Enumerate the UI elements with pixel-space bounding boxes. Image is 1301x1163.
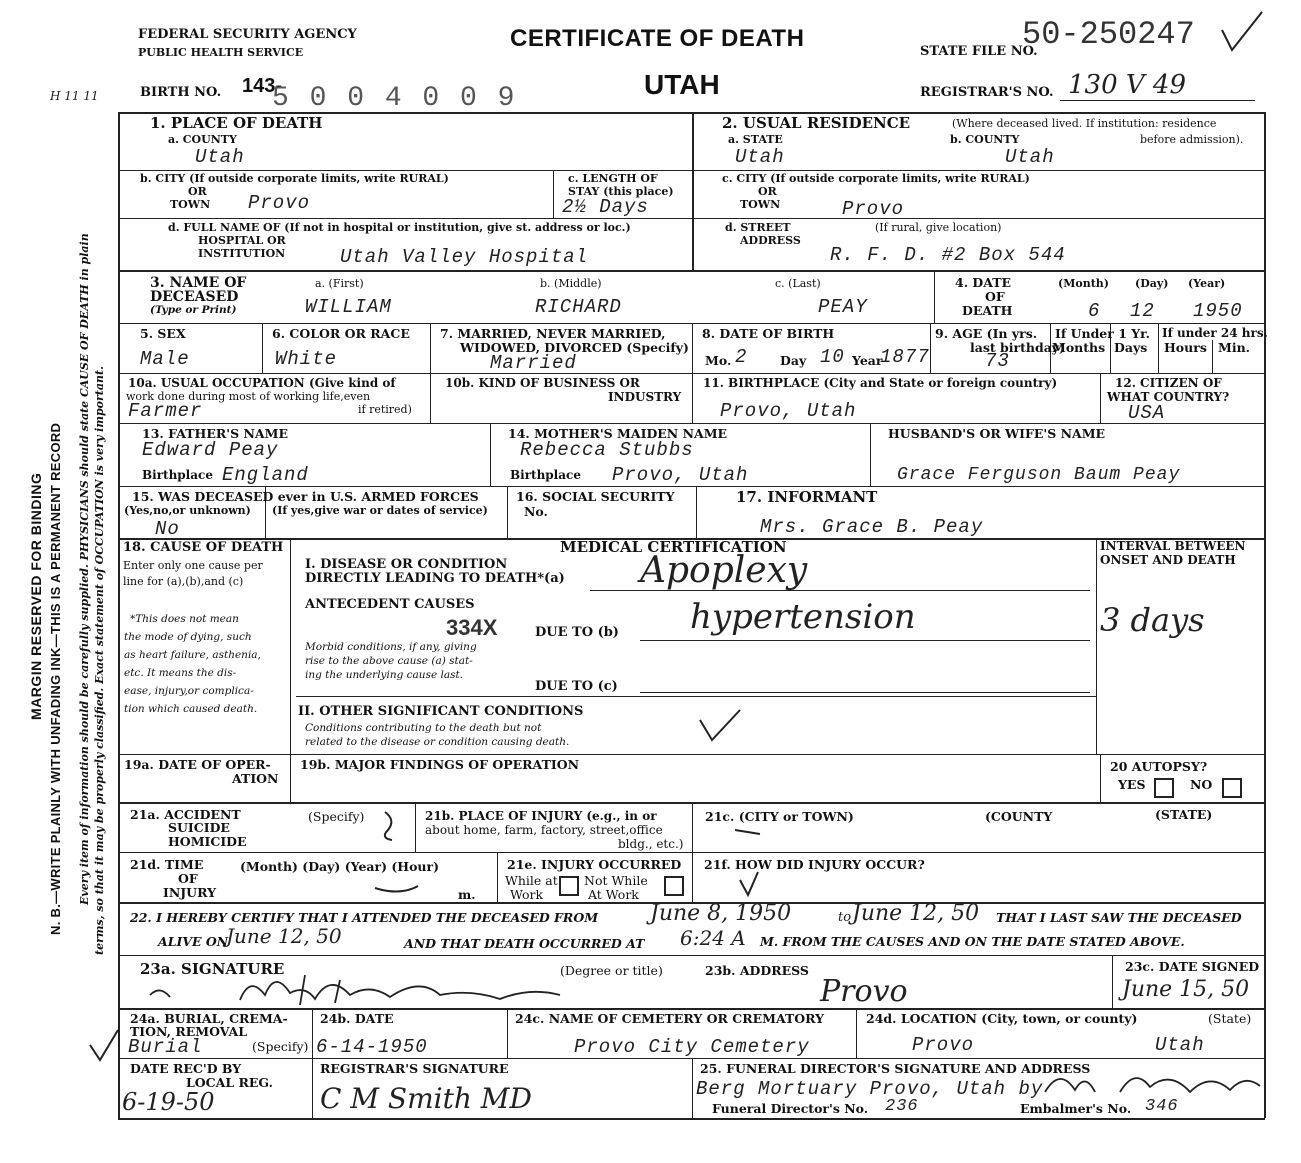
registrar-signature: C M Smith MD (320, 1082, 532, 1115)
funeral-director-label: 25. FUNERAL DIRECTOR'S SIGNATURE AND ADDRESS (700, 1061, 1091, 1076)
registrar-signature-label: REGISTRAR'S SIGNATURE (320, 1061, 509, 1076)
street-value: R. F. D. #2 Box 544 (830, 244, 1066, 266)
injury-time-columns: (Month) (Day) (Year) (Hour) (240, 859, 439, 874)
race-label: 6. COLOR OR RACE (272, 326, 410, 341)
burial-date-value: 6-14-1950 (316, 1036, 428, 1058)
middle-name-value: RICHARD (535, 296, 622, 318)
days-label: Days (1114, 340, 1148, 355)
while-at-work-checkbox[interactable] (559, 876, 579, 896)
stay-label-2: STAY (this place) (568, 185, 674, 198)
spouse-label: HUSBAND'S OR WIFE'S NAME (888, 426, 1106, 441)
certify-from: June 8, 1950 (650, 901, 792, 926)
residence-or-label: OR (758, 185, 777, 198)
under-24hrs-label: If under 24 hrs. (1162, 326, 1268, 340)
morbid-note-1: Morbid conditions, if any, giving (305, 641, 477, 653)
date-of-death-label-3: DEATH (962, 303, 1013, 318)
race-value: White (275, 348, 338, 370)
certify-time: 6:24 A (680, 926, 746, 950)
funeral-director-no-label: Funeral Director's No. (712, 1101, 869, 1116)
death-or-label: OR (188, 185, 207, 198)
mother-birthplace-value: Provo, Utah (612, 464, 749, 486)
other-conditions-label: II. OTHER SIGNIFICANT CONDITIONS (298, 704, 584, 719)
age-value: 73 (985, 350, 1010, 372)
interval-label-2: ONSET AND DEATH (1100, 553, 1236, 567)
state-file-label: STATE FILE NO. (920, 44, 1038, 59)
street-label-1: d. STREET (725, 221, 791, 234)
funeral-director-signature (1040, 1062, 1265, 1102)
registrar-no-label: REGISTRAR'S NO. (920, 85, 1054, 100)
while-at-label: While at (505, 873, 558, 888)
burial-specify: (Specify) (252, 1039, 309, 1054)
death-city-value: Provo (248, 192, 311, 214)
citizen-label-2: WHAT COUNTRY? (1107, 390, 1230, 404)
state-name: UTAH (644, 69, 720, 100)
cause-instruction-1: Enter only one cause per (123, 559, 263, 572)
residence-heading: 2. USUAL RESIDENCE (722, 114, 911, 132)
location-state-label: (State) (1208, 1011, 1252, 1026)
hospital-label-3: INSTITUTION (198, 247, 286, 260)
armed-forces-value: No (155, 518, 180, 540)
under-1yr-label: If Under 1 Yr. (1055, 326, 1150, 341)
autopsy-yes-label: YES (1118, 777, 1146, 792)
hospital-label-2: HOSPITAL OR (198, 234, 286, 247)
interval-label-1: INTERVAL BETWEEN (1100, 539, 1246, 553)
autopsy-no-checkbox[interactable] (1222, 778, 1242, 798)
date-of-death-label-2: OF (985, 289, 1005, 304)
date-of-death-label-1: 4. DATE (955, 275, 1012, 290)
autopsy-yes-checkbox[interactable] (1154, 778, 1174, 798)
mother-birthplace-label: Birthplace (510, 468, 581, 482)
middle-name-label: b. (Middle) (540, 277, 602, 290)
mother-value: Rebecca Stubbs (520, 439, 694, 461)
address-value: Provo (820, 974, 908, 1009)
death-county-label: a. COUNTY (168, 133, 237, 146)
death-day-value: 12 (1130, 300, 1155, 322)
stay-label-1: c. LENGTH OF (568, 172, 658, 185)
residence-note2: before admission). (1140, 133, 1244, 146)
certify-to: June 12, 50 (852, 901, 980, 926)
autopsy-no-label: NO (1190, 777, 1213, 792)
business-label-1: 10b. KIND OF BUSINESS OR (445, 376, 640, 390)
due-to-c-label: DUE TO (c) (535, 679, 618, 694)
social-security-label-2: No. (524, 504, 548, 519)
cause-note-6: tion which caused death. (124, 703, 258, 715)
sex-value: Male (140, 348, 190, 370)
residence-county-value: Utah (1005, 146, 1055, 168)
morbid-note-3: ing the underlying cause last. (305, 669, 464, 681)
date-received-label-1: DATE REC'D BY (130, 1061, 242, 1076)
corner-note: H 11 11 (50, 89, 99, 103)
at-work-label: At Work (588, 887, 639, 902)
sex-label: 5. SEX (140, 326, 186, 341)
death-month-value: 6 (1088, 300, 1101, 322)
state-file-number: 50-250247 (1022, 16, 1195, 53)
accident-label-1: 21a. ACCIDENT (130, 807, 241, 822)
informant-label: 17. INFORMANT (736, 488, 878, 506)
injury-time-label-2: OF (178, 871, 198, 886)
birth-no-stamp: 5 0 0 4 0 0 9 (272, 83, 517, 114)
other-conditions-note-1: Conditions contributing to the death but not (305, 722, 542, 734)
marital-label-1: 7. MARRIED, NEVER MARRIED, (440, 326, 666, 341)
cause-code: 334X (446, 615, 498, 640)
margin-binding-text: MARGIN RESERVED FOR BINDING (28, 472, 44, 720)
dob-day-label: Day (780, 353, 807, 368)
injury-time-label-1: 21d. TIME (130, 857, 204, 872)
burial-date-label: 24b. DATE (320, 1011, 394, 1026)
stay-value: 2½ Days (562, 196, 649, 218)
place-of-death-heading: 1. PLACE OF DEATH (150, 114, 323, 132)
certify-to-word: to (838, 910, 852, 925)
birth-no-typed: 143- (242, 75, 283, 97)
citizen-label-1: 12. CITIZEN OF (1115, 376, 1222, 390)
date-signed-value: June 15, 50 (1122, 977, 1250, 1002)
certify-line-2c: M. FROM THE CAUSES AND ON THE DATE STATED ABOVE. (760, 934, 1185, 949)
disease-label-1: I. DISEASE OR CONDITION (305, 557, 508, 572)
burial-label-1: 24a. BURIAL, CREMA- (130, 1011, 288, 1026)
operation-date-label-1: 19a. DATE OF OPER- (124, 757, 271, 772)
other-conditions-note-2: related to the disease or condition causing death. (305, 736, 570, 748)
first-name-label: a. (First) (315, 277, 364, 290)
cemetery-label: 24c. NAME OF CEMETERY OR CREMATORY (515, 1011, 825, 1026)
dob-mo-value: 2 (735, 346, 748, 368)
certify-line-1b: THAT I LAST SAW THE DECEASED (996, 910, 1242, 925)
birth-no-label: BIRTH NO. (140, 85, 222, 100)
cause-b-value: hypertension (690, 597, 916, 637)
registrar-no: 130 V 49 (1068, 70, 1187, 100)
location-value: Provo (912, 1034, 975, 1056)
accident-label-2: SUICIDE (168, 820, 230, 835)
place-of-injury-label-3: bldg., etc.) (618, 837, 684, 851)
place-of-injury-label-2: about home, farm, factory, street,office (425, 823, 663, 837)
death-day-label: (Day) (1135, 277, 1169, 290)
dob-mo-label: Mo. (705, 353, 732, 368)
age-label-1: 9. AGE (In yrs. (935, 326, 1038, 341)
agency-name: FEDERAL SECURITY AGENCY (138, 27, 357, 42)
cause-note-5: ease, injury,or complica- (124, 685, 254, 697)
death-month-label: (Month) (1058, 277, 1109, 290)
hospital-label-1: d. FULL NAME OF (If not in hospital or institution, give st. address or loc.) (168, 221, 631, 234)
occupation-label-2: work done during most of working life,even (126, 390, 371, 403)
name-label-3: (Type or Print) (150, 304, 237, 316)
occupation-value: Farmer (128, 400, 203, 422)
antecedent-label: ANTECEDENT CAUSES (305, 597, 475, 612)
occupation-label-3: if retired) (358, 403, 412, 416)
dob-day-value: 10 (820, 346, 845, 368)
informant-value: Mrs. Grace B. Peay (760, 516, 984, 538)
father-label: 13. FATHER'S NAME (142, 426, 288, 441)
accident-specify: (Specify) (308, 809, 365, 824)
injury-state-label: (STATE) (1155, 807, 1213, 822)
address-label: 23b. ADDRESS (705, 963, 809, 978)
residence-note: (Where deceased lived. If institution: residence (952, 117, 1217, 130)
disease-label-2: DIRECTLY LEADING TO DEATH*(a) (305, 571, 565, 586)
residence-city-label: c. CITY (If outside corporate limits, write RURAL) (722, 172, 1030, 185)
father-value: Edward Peay (142, 439, 279, 461)
cause-a-value: Apoplexy (640, 550, 808, 591)
autopsy-label: 20 AUTOPSY? (1110, 759, 1208, 774)
due-to-b-label: DUE TO (b) (535, 625, 619, 640)
embalmer-no: 346 (1145, 1097, 1179, 1116)
interval-b-value: 3 days (1100, 601, 1205, 639)
certify-line-2a: ALIVE ON (158, 934, 229, 949)
injury-county-label: (COUNTY (985, 809, 1053, 824)
accident-label-3: HOMICIDE (168, 834, 247, 849)
residence-town-label: TOWN (740, 198, 781, 211)
injury-occurred-label: 21e. INJURY OCCURRED (507, 857, 682, 872)
last-name-value: PEAY (818, 296, 868, 318)
min-label: Min. (1218, 340, 1251, 355)
morbid-note-2: rise to the above cause (a) stat- (305, 655, 473, 667)
not-while-at-work-checkbox[interactable] (664, 876, 684, 896)
father-birthplace-value: England (222, 464, 309, 486)
death-county-value: Utah (195, 146, 245, 168)
location-label: 24d. LOCATION (City, town, or county) (866, 1011, 1138, 1026)
document-title: CERTIFICATE OF DEATH (510, 25, 805, 52)
dob-year-value: 1877 (880, 346, 930, 368)
funeral-director-value: Berg Mortuary Provo, Utah by (696, 1078, 1044, 1100)
armed-forces-label-1: 15. WAS DECEASED ever in U.S. ARMED FORCES (132, 489, 479, 504)
business-label-2: INDUSTRY (608, 390, 682, 404)
cause-instruction-2: line for (a),(b),and (c) (123, 575, 244, 588)
injury-time-m: m. (458, 887, 476, 902)
residence-city-value: Provo (842, 198, 905, 220)
location-state-value: Utah (1155, 1034, 1205, 1056)
certify-alive-on: June 12, 50 (226, 924, 342, 948)
hospital-value: Utah Valley Hospital (340, 246, 589, 268)
birthplace-value: Provo, Utah (720, 400, 857, 422)
signature-label: 23a. SIGNATURE (140, 960, 285, 978)
marital-label-2: WIDOWED, DIVORCED (Specify) (460, 340, 689, 355)
certify-line-1a: 22. I HEREBY CERTIFY THAT I ATTENDED THE DECEASED FROM (130, 910, 599, 925)
age-label-2: last birthday) (970, 340, 1065, 355)
date-received-label-2: LOCAL REG. (186, 1075, 273, 1090)
service-name: PUBLIC HEALTH SERVICE (138, 46, 304, 59)
dob-label: 8. DATE OF BIRTH (702, 326, 835, 341)
work-label: Work (510, 887, 544, 902)
margin-instruction-1: Every item of information should be carefully supplied. PHYSICIANS should state CAUSE OF DEATH in plain (78, 233, 91, 905)
mother-label: 14. MOTHER'S MAIDEN NAME (508, 426, 728, 441)
death-city-label: b. CITY (If outside corporate limits, write RURAL) (140, 172, 449, 185)
dob-year-label: Year (852, 353, 883, 368)
operation-date-label-2: ATION (232, 771, 279, 786)
cause-note-2: the mode of dying, such (124, 631, 252, 643)
residence-county-label: b. COUNTY (950, 133, 1020, 146)
father-birthplace-label: Birthplace (142, 468, 213, 482)
embalmer-no-label: Embalmer's No. (1020, 1101, 1132, 1116)
date-received-value: 6-19-50 (122, 1088, 215, 1116)
degree-label: (Degree or title) (560, 963, 663, 978)
residence-state-value: Utah (735, 146, 785, 168)
cemetery-value: Provo City Cemetery (574, 1036, 810, 1058)
injury-time-label-3: INJURY (163, 885, 217, 900)
burial-value: Burial (128, 1036, 203, 1058)
last-name-label: c. (Last) (775, 277, 821, 290)
medical-certification-heading: MEDICAL CERTIFICATION (560, 538, 787, 556)
death-town-label: TOWN (170, 198, 211, 211)
armed-forces-label-3: (If yes,give war or dates of service) (272, 504, 488, 517)
how-injury-label: 21f. HOW DID INJURY OCCUR? (704, 857, 925, 872)
social-security-label-1: 16. SOCIAL SECURITY (516, 489, 675, 504)
margin-permanent-record-text: N. B.—WRITE PLAINLY WITH UNFADING INK—THIS IS A PERMANENT RECORD (48, 422, 63, 935)
street-label-2: ADDRESS (740, 234, 801, 247)
injury-city-label: 21c. (CITY or TOWN) (705, 809, 854, 824)
margin-instruction-2: terms, so that it may be properly classified. Exact statement of OCCUPATION is very important. (93, 366, 106, 955)
date-signed-label: 23c. DATE SIGNED (1125, 959, 1260, 974)
physician-signature (140, 965, 590, 1010)
marital-value: Married (490, 352, 577, 374)
cause-note-4: etc. It means the dis- (124, 667, 237, 679)
death-year-label: (Year) (1188, 277, 1226, 290)
residence-state-label: a. STATE (728, 133, 783, 146)
months-label: Months (1052, 340, 1106, 355)
cause-of-death-label: 18. CAUSE OF DEATH (123, 540, 284, 555)
spouse-value: Grace Ferguson Baum Peay (897, 465, 1181, 485)
burial-label-2: TION, REMOVAL (130, 1024, 248, 1039)
occupation-label-1: 10a. USUAL OCCUPATION (Give kind of (128, 376, 396, 390)
name-label-1: 3. NAME OF (150, 275, 247, 291)
name-label-2: DECEASED (150, 289, 239, 305)
death-year-value: 1950 (1193, 300, 1243, 322)
not-while-label: Not While (584, 873, 648, 888)
cause-note-1: *This does not mean (130, 613, 239, 625)
citizen-value: USA (1128, 402, 1166, 424)
cause-note-3: as heart failure, asthenia, (124, 649, 261, 661)
street-note: (If rural, give location) (875, 221, 1002, 234)
hours-label: Hours (1164, 340, 1207, 355)
armed-forces-label-2: (Yes,no,or unknown) (124, 504, 251, 517)
operation-findings-label: 19b. MAJOR FINDINGS OF OPERATION (300, 757, 580, 772)
certify-line-2b: AND THAT DEATH OCCURRED AT (404, 936, 645, 951)
first-name-value: WILLIAM (305, 296, 392, 318)
place-of-injury-label-1: 21b. PLACE OF INJURY (e.g., in or (425, 809, 657, 823)
funeral-director-no: 236 (885, 1097, 919, 1116)
birthplace-label: 11. BIRTHPLACE (City and State or foreign country) (703, 376, 1058, 390)
